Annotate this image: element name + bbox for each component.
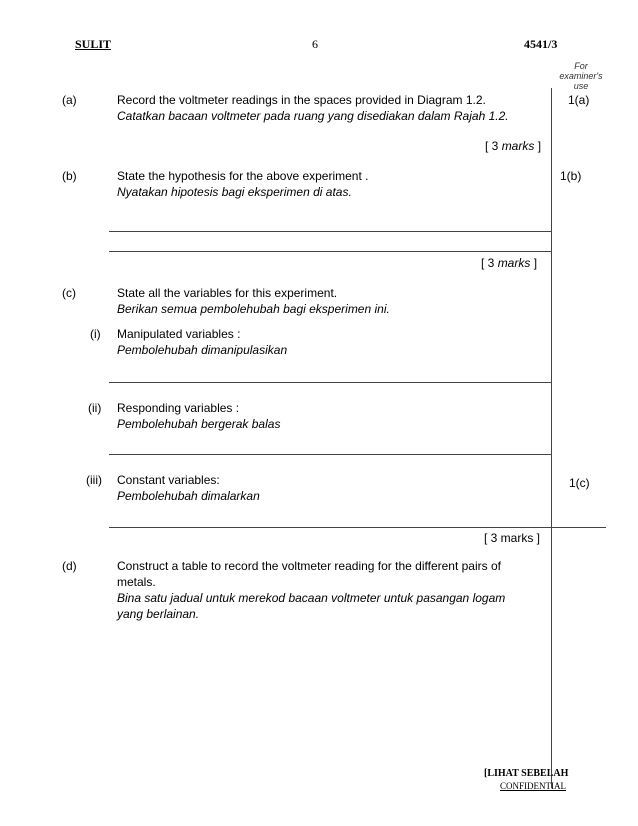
item-ii-english: Responding variables :: [117, 401, 240, 415]
item-iii-malay: Pembolehubah dimalarkan: [117, 489, 260, 503]
page-number: 6: [312, 37, 318, 51]
item-i-label: (i): [90, 327, 101, 341]
section-c-label: (c): [62, 286, 76, 300]
sulit-label: SULIT: [75, 37, 112, 51]
section-b-label: (b): [62, 169, 77, 183]
box-label-1b: 1(b): [560, 169, 582, 183]
item-iii-english: Constant variables:: [117, 473, 220, 487]
item-i-english: Manipulated variables :: [117, 327, 241, 341]
item-i-malay: Pembolehubah dimanipulasikan: [117, 343, 288, 357]
confidential-label: CONFIDENTIAL: [500, 781, 566, 791]
marks-prefix: [ 3: [481, 256, 498, 270]
item-ii-text: [117, 400, 280, 432]
section-b-english: State the hypothesis for the above experiment .: [117, 169, 369, 183]
item-ii-malay: Pembolehubah bergerak balas: [117, 417, 281, 431]
section-d-malay: yang berlainan.: [117, 607, 200, 621]
marks-word: marks: [497, 256, 531, 270]
box-label-1c: 1(c): [569, 476, 590, 490]
section-a-malay: Catatkan bacaan voltmeter pada ruang yang disediakan dalam Rajah 1.2.: [117, 109, 509, 123]
section-b-marks: [481, 256, 537, 270]
examiner-column-line: [551, 88, 552, 788]
section-a-text: [117, 92, 509, 124]
examiner-note: [556, 61, 606, 91]
marks-suffix: ]: [530, 256, 538, 270]
paper-code: 4541/3: [524, 37, 558, 51]
section-c-text: [117, 285, 390, 317]
answer-line: [109, 382, 551, 383]
examiner-note-line: examiner's: [559, 71, 603, 81]
section-d-english: metals.: [117, 575, 156, 589]
section-d-malay: Bina satu jadual untuk merekod bacaan voltmeter untuk pasangan logam: [117, 591, 506, 605]
section-d-text: [117, 558, 505, 622]
section-a-english: Record the voltmeter readings in the spaces provided in Diagram 1.2.: [117, 93, 486, 107]
section-c-malay: Berikan semua pembolehubah bagi eksperimen ini.: [117, 302, 390, 316]
item-ii-label: (ii): [88, 401, 102, 415]
box-label-1a: 1(a): [568, 93, 590, 107]
examiner-section-divider: [551, 527, 606, 528]
section-d-english: Construct a table to record the voltmeter reading for the different pairs of: [117, 559, 501, 573]
examiner-note-line: For: [574, 61, 588, 71]
item-iii-text: [117, 472, 260, 504]
section-a-marks: [485, 139, 541, 153]
next-page-note: [LIHAT SEBELAH: [484, 768, 569, 779]
section-c-english: State all the variables for this experiment.: [117, 286, 338, 300]
marks-prefix: [ 3: [485, 139, 502, 153]
section-b-malay: Nyatakan hipotesis bagi eksperimen di atas.: [117, 185, 352, 199]
answer-line: [109, 231, 551, 232]
examiner-note-line: use: [573, 81, 589, 91]
marks-suffix: ]: [534, 139, 542, 153]
section-d-label: (d): [62, 559, 77, 573]
section-b-text: [117, 168, 368, 200]
answer-line: [109, 527, 551, 528]
item-iii-label: (iii): [86, 473, 102, 487]
section-a-label: (a): [62, 93, 77, 107]
marks-word: marks: [501, 139, 535, 153]
section-c-marks: [ 3 marks ]: [484, 531, 541, 545]
item-i-text: [117, 326, 287, 358]
answer-line: [109, 251, 551, 252]
answer-line: [109, 454, 551, 455]
